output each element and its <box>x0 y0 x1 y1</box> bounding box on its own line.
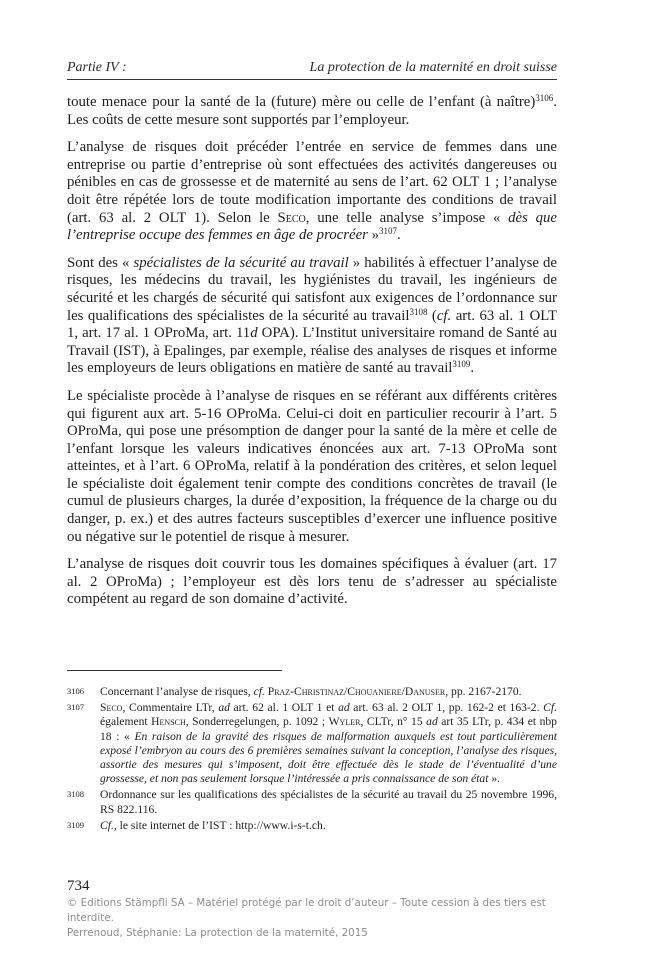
paragraph-5: L’analyse de risques doit couvrir tous les domaines spécifiques à évaluer (art. 17 al. 2 OProMa) ; l’employeur est dès lors tenu de s’adresser au spécialiste compétent au regard de son domaine d’activité. <box>67 556 557 608</box>
text-segment: également <box>100 715 152 729</box>
text-segment: Concernant l’analyse de risques, <box>100 685 254 698</box>
header-rule <box>67 79 557 80</box>
footnote-3106 <box>67 685 557 699</box>
paragraph-1 <box>67 94 557 129</box>
text-segment: Sont des « <box>67 254 134 271</box>
text-segment: , CLTr, n° 15 <box>360 715 427 729</box>
text-segment: » habilités à effectuer l’analyse de risques, les médecins du travail, les hygiénistes du travail, les ingénieurs de sécurité et les chargés de sécurité qui satisfont aux exigences de l’ordonnance sur les qualifications des spécialistes de la sécurité au travail <box>67 254 557 324</box>
footnote-number: 3106 <box>67 686 84 696</box>
quotation: spécialistes de la sécurité au travail <box>133 254 349 271</box>
footnote-ref-3107[interactable]: 3107 <box>379 226 398 237</box>
letter-italic: d <box>250 325 258 342</box>
text-segment: , le site internet de l’IST : http://www.i-s-t.ch. <box>113 818 326 832</box>
footnote-number: 3109 <box>67 819 84 830</box>
text-segment: , Sonderregelungen, p. 1092 ; <box>185 715 329 729</box>
quotation: dès que l’entreprise occupe des femmes en âge de procréer <box>67 209 557 244</box>
header-title: La protection de la maternité en droit suisse <box>309 60 557 75</box>
footnote-ref-3109[interactable]: 3109 <box>452 359 471 370</box>
copyright-notice <box>67 896 567 941</box>
footnotes <box>67 685 557 835</box>
footnote-text <box>100 819 557 833</box>
footnote-3108 <box>67 788 557 816</box>
ad-abbrev: ad <box>426 715 438 729</box>
text-segment: OPA). L’Institut universitaire romand de Santé au Travail (IST), à Epalinges, par exemple, réalise des analyses de risques et informe les employeurs de leurs obligations en matière de santé au travail <box>67 325 558 377</box>
text-segment: , pp. 2167-2170. <box>445 685 522 698</box>
ad-abbrev: ad <box>218 701 230 715</box>
body-text <box>67 94 557 619</box>
footnote-ref-3108[interactable]: 3108 <box>409 306 428 317</box>
footnote-number: 3108 <box>67 789 84 800</box>
text-segment: . <box>397 227 401 244</box>
author-wyler: Wyler <box>328 715 361 729</box>
quotation: En raison de la gravité des risques de malformation auxquels est tout particulièrement exposé l’embryon au cours des 6 premières semaines suivant la conception, l’analyse des risques, assortie des mesures qui s’imposent, doit être effectuée dès le stade de l’éventualité d’une grossesse, et non pas seulement lorsque l’intéressée a pris connaissance de son état <box>100 729 557 786</box>
footnote-number: 3107 <box>67 702 84 713</box>
author-seco: Seco <box>100 701 123 715</box>
text-segment: art. 62 al. 1 OLT 1 et <box>229 701 339 715</box>
text-segment: . Les coûts de cette mesure sont supportés par l’employeur. <box>67 94 557 128</box>
footnote-text: Ordonnance sur les qualifications des spécialistes de la sécurité au travail du 25 novembre 1996, RS 822.116. <box>100 788 557 816</box>
text-segment: » <box>367 227 380 244</box>
cf-abbrev: cf. <box>253 685 265 698</box>
footnote-ref-3106[interactable]: 3106 <box>535 93 554 103</box>
header-part: Partie IV : <box>67 60 127 75</box>
page-number: 734 <box>67 878 90 894</box>
paragraph-3 <box>67 255 557 378</box>
cf-abbrev: Cf. <box>100 818 114 832</box>
text-segment: L’analyse de risques doit précéder l’entrée en service de femmes dans une entreprise ou partie d’entreprise où sont effectuées des activités dangereuses ou pénibles en cas de grossesse et de maternité au sens de l’art. 62 OLT 1 ; l’analyse doit être répétée lors de toute modification importante des conditions de travail (art. 63 al. 2 OLT 1). Selon le <box>67 139 557 226</box>
citation-line: Perrenoud, Stéphanie: La protection de la maternité, 2015 <box>67 927 368 939</box>
text-segment: ». <box>488 772 501 786</box>
author-seco: Seco <box>277 209 306 226</box>
running-header <box>67 60 557 76</box>
authors: Praz-Christinaz/Chouaniere/Danuser <box>264 685 446 698</box>
footnote-separator <box>67 670 282 671</box>
text-segment: , une telle analyse s’impose « <box>305 209 509 226</box>
footnote-text <box>100 701 557 786</box>
text-segment: art. 63 al. 2 OLT 1, pp. 162-2 et 163-2. <box>349 701 544 715</box>
text-segment: art 35 LTr, p. 434 et nbp 18 : « <box>100 715 557 743</box>
text-segment: toute menace pour la santé de la (future) mère ou celle de l’enfant (à naître) <box>67 94 536 110</box>
author-hensch: Hensch <box>151 715 186 729</box>
footnote-3109 <box>67 819 557 833</box>
cf-abbrev: Cf. <box>543 701 557 715</box>
paragraph-4: Le spécialiste procède à l’analyse de risques en se référant aux différents critères qui figurent aux art. 5-16 OProMa. Celui-ci doit en particulier recourir à l’art. 5 OProMa, qui pose une présomption de danger pour la santé de la mère et celle de l’enfant lorsque les valeurs indicatives énoncées aux art. 7-13 OProMa sont atteintes, et à l’art. 6 OProMa, relatif à la pondération des critères, et selon lequel le spécialiste doit également tenir compte des conditions concrètes de travail (le cumul de plusieurs charges, la durée d’exposition, la fréquence de la charge ou du danger, p. ex.) et des autres facteurs susceptibles d’exercer une influence positive ou négative sur le potentiel de risque à mesurer. <box>67 387 557 545</box>
copyright-line: © Editions Stämpfli SA – Matériel protégé par le droit d’auteur – Toute cession à des tiers est interdite. <box>67 897 546 924</box>
cf-abbrev: cf. <box>436 307 452 324</box>
text-segment: ( <box>427 307 437 324</box>
paragraph-2 <box>67 139 557 245</box>
text-segment: , Commentaire LTr, <box>122 701 219 715</box>
footnote-text <box>100 685 557 699</box>
ad-abbrev: ad <box>338 701 350 715</box>
text-segment: art. 63 al. 1 OLT 1, art. 17 al. 1 OProMa, art. 11 <box>67 307 557 342</box>
text-segment: . <box>470 360 475 377</box>
footnote-3107 <box>67 701 557 786</box>
